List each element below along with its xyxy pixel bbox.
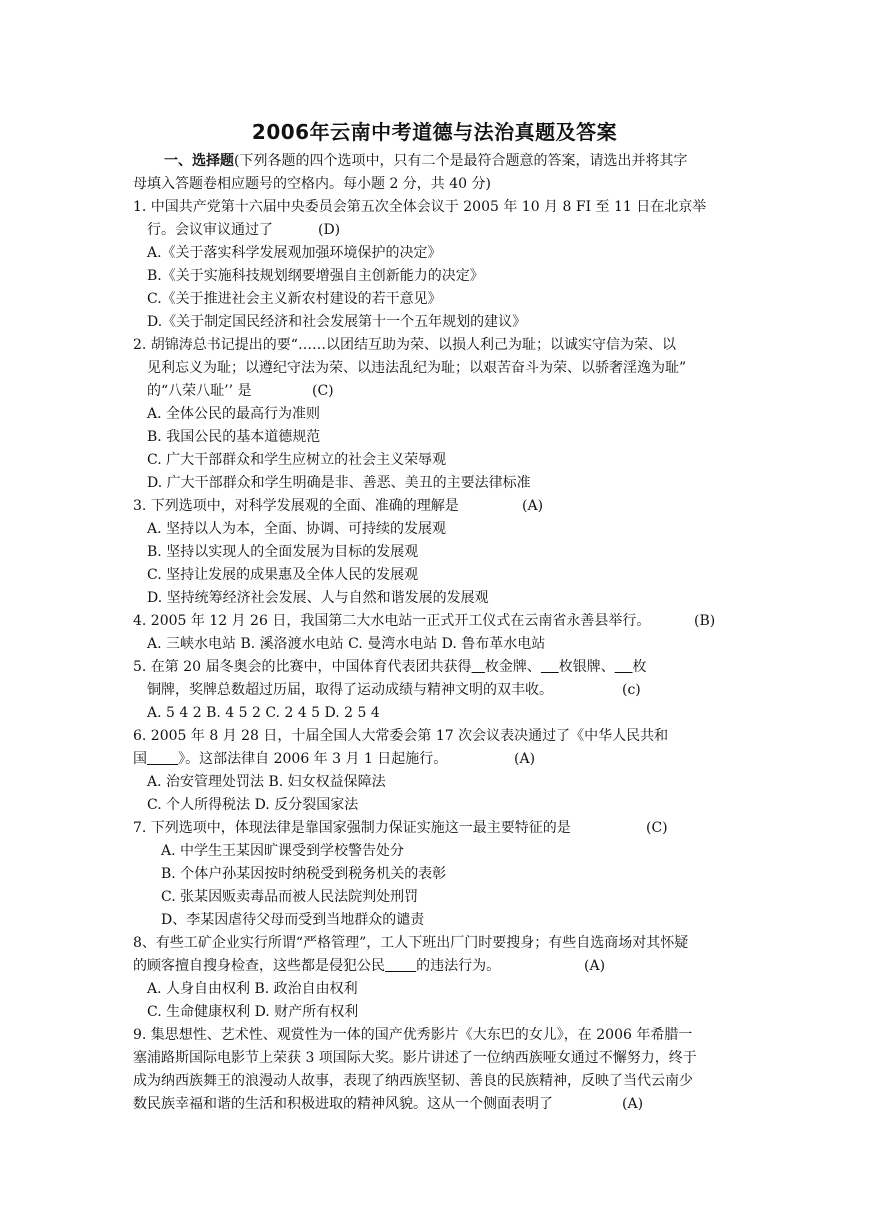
q7-option-b: B. 个体户孙某因按时纳税受到税务机关的表彰	[161, 866, 447, 882]
q2-stem-2: 见利忘义为耻；以遵纪守法为荣、以违法乱纪为耻；以艰苦奋斗为荣、以骄奢淫逸为耻”	[147, 360, 687, 376]
q2-stem-3: 的“八荣八耻’’ 是	[147, 383, 252, 399]
q3-option-c: C. 坚持让发展的成果惠及全体人民的发展观	[147, 567, 419, 583]
q4-stem: 4. 2005 年 12 月 26 日，我国第二大水电站一正式开工仪式在云南省永善县举行。	[133, 613, 651, 629]
q1-option-a: A.《关于落实科学发展观加强环境保护的决定》	[147, 245, 442, 261]
q1-option-d: D.《关于制定国民经济和社会发展第十一个五年规划的建议》	[147, 314, 527, 330]
q8-stem-2	[133, 955, 500, 977]
q8-options-cd: C. 生命健康权利 D. 财产所有权利	[147, 1004, 359, 1020]
q5-stem-2: 铜牌，奖牌总数超过历届，取得了运动成绩与精神文明的双丰收。	[147, 682, 553, 698]
q8-stem-2a: 的顾客擅自搜身检查，这些都是侵犯公民	[133, 958, 385, 974]
q6-blank	[147, 751, 178, 767]
q5-stem-1d: 枚	[632, 659, 647, 675]
section-instruction-2: 母填入答题卷相应题号的空格内。每小题 2 分，共 40 分)	[133, 176, 491, 192]
q2-option-c: C. 广大干部群众和学生应树立的社会主义荣辱观	[147, 452, 447, 468]
q2-option-a: A. 全体公民的最高行为准则	[147, 406, 321, 422]
q3-option-b: B. 坚持以实现人的全面发展为目标的发展观	[147, 544, 419, 560]
q1-stem-1: 1. 中国共产党第十六届中央委员会第五次全体会议于 2005 年 10 月 8 FI 至 11 日在北京举	[133, 199, 707, 215]
q6-stem-1: 6. 2005 年 8 月 28 日，十届全国人大常委会第 17 次会议表决通过了《中华人民共和	[133, 728, 669, 744]
q5-stem-1b: 枚金牌、	[484, 659, 541, 675]
q8-stem-1: 8、有些工矿企业实行所谓“严格管理”，工人下班出厂门时要搜身；有些自选商场对其怀疑	[133, 935, 689, 951]
q7-answer: (C)	[646, 820, 668, 836]
q5-stem-1c: 枚银牌、	[558, 659, 615, 675]
q6-options-ab: A. 治安管理处罚法 B. 妇女权益保障法	[147, 774, 386, 790]
q1-option-c: C.《关于推进社会主义新农村建设的若干意见》	[147, 291, 442, 307]
q8-blank	[385, 958, 416, 974]
q1-option-b: B.《关于实施科技规划纲要增强自主创新能力的决定》	[147, 268, 484, 284]
q3-stem: 3. 下列选项中，对科学发展观的全面、准确的理解是	[133, 498, 459, 514]
q5-options: A. 5 4 2 B. 4 5 2 C. 2 4 5 D. 2 5 4	[147, 705, 380, 721]
q5-answer: (c)	[622, 682, 641, 698]
q7-option-d: D、李某因虐待父母而受到当地群众的谴责	[161, 912, 425, 928]
q4-answer: (B)	[694, 613, 716, 629]
q5-stem-1	[133, 656, 647, 678]
q9-stem-3: 成为纳西族舞王的浪漫动人故事，表现了纳西族坚韧、善良的民族精神，反映了当代云南少	[133, 1073, 693, 1089]
q5-blank-silver	[541, 659, 559, 675]
q5-blank-bronze	[615, 659, 633, 675]
q8-options-ab: A. 人身自由权利 B. 政治自由权利	[147, 981, 358, 997]
q9-stem-4: 数民族幸福和谐的生活和积极进取的精神风貌。这从一个侧面表明了	[133, 1096, 553, 1112]
q2-stem-1: 2. 胡锦涛总书记提出的要“……以团结互助为荣、以损人利己为耻；以诚实守信为荣、以	[133, 337, 676, 353]
q5-stem-1a: 5. 在第 20 届冬奥会的比赛中，中国体育代表团共获得	[133, 659, 472, 675]
q3-answer: (A)	[522, 498, 544, 514]
q2-option-b: B. 我国公民的基本道德规范	[147, 429, 321, 445]
q6-stem-2a: 国	[133, 751, 147, 767]
q1-answer: (D)	[318, 222, 341, 238]
q5-blank-gold	[472, 659, 485, 675]
q7-stem: 7. 下列选项中，体现法律是靠国家强制力保证实施这一最主要特征的是	[133, 820, 571, 836]
q3-option-d: D. 坚持统筹经济社会发展、人与自然和谐发展的发展观	[147, 590, 489, 606]
q2-option-d: D. 广大干部群众和学生明确是非、善恶、美丑的主要法律标准	[147, 475, 531, 491]
q9-stem-2: 塞浦路斯国际电影节上荣获 3 项国际大奖。影片讲述了一位纳西族哑女通过不懈努力，终于	[133, 1050, 697, 1066]
q4-options: A. 三峡水电站 B. 溪洛渡水电站 C. 曼湾水电站 D. 鲁布革水电站	[147, 636, 546, 652]
q6-stem-2b: 》。这部法律自 2006 年 3 月 1 日起施行。	[178, 751, 448, 767]
section-instruction-line-1	[164, 150, 687, 172]
q6-stem-2	[133, 748, 447, 770]
q9-answer: (A)	[622, 1096, 644, 1112]
q6-options-cd: C. 个人所得税法 D. 反分裂国家法	[147, 797, 359, 813]
q8-stem-2b: 的违法行为。	[416, 958, 501, 974]
q9-stem-1: 9. 集思想性、艺术性、观赏性为一体的国产优秀影片《大东巴的女儿》，在 2006 年希腊一	[133, 1027, 693, 1043]
q1-stem-2: 行。会议审议通过了	[147, 222, 273, 238]
q3-option-a: A. 坚持以人为本，全面、协调、可持续的发展观	[147, 521, 447, 537]
section-heading: 一、选择题	[164, 153, 234, 169]
q7-option-a: A. 中学生王某因旷课受到学校警告处分	[161, 843, 405, 859]
q8-answer: (A)	[584, 958, 606, 974]
section-instruction-1: (下列各题的四个选项中，只有二个是最符合题意的答案，请选出并将其字	[234, 153, 688, 169]
page-title: 2006年云南中考道德与法治真题及答案	[251, 120, 618, 144]
q6-answer: (A)	[514, 751, 536, 767]
q7-option-c: C. 张某因贩卖毒品而被人民法院判处刑罚	[161, 889, 419, 905]
q2-answer: (C)	[312, 383, 334, 399]
